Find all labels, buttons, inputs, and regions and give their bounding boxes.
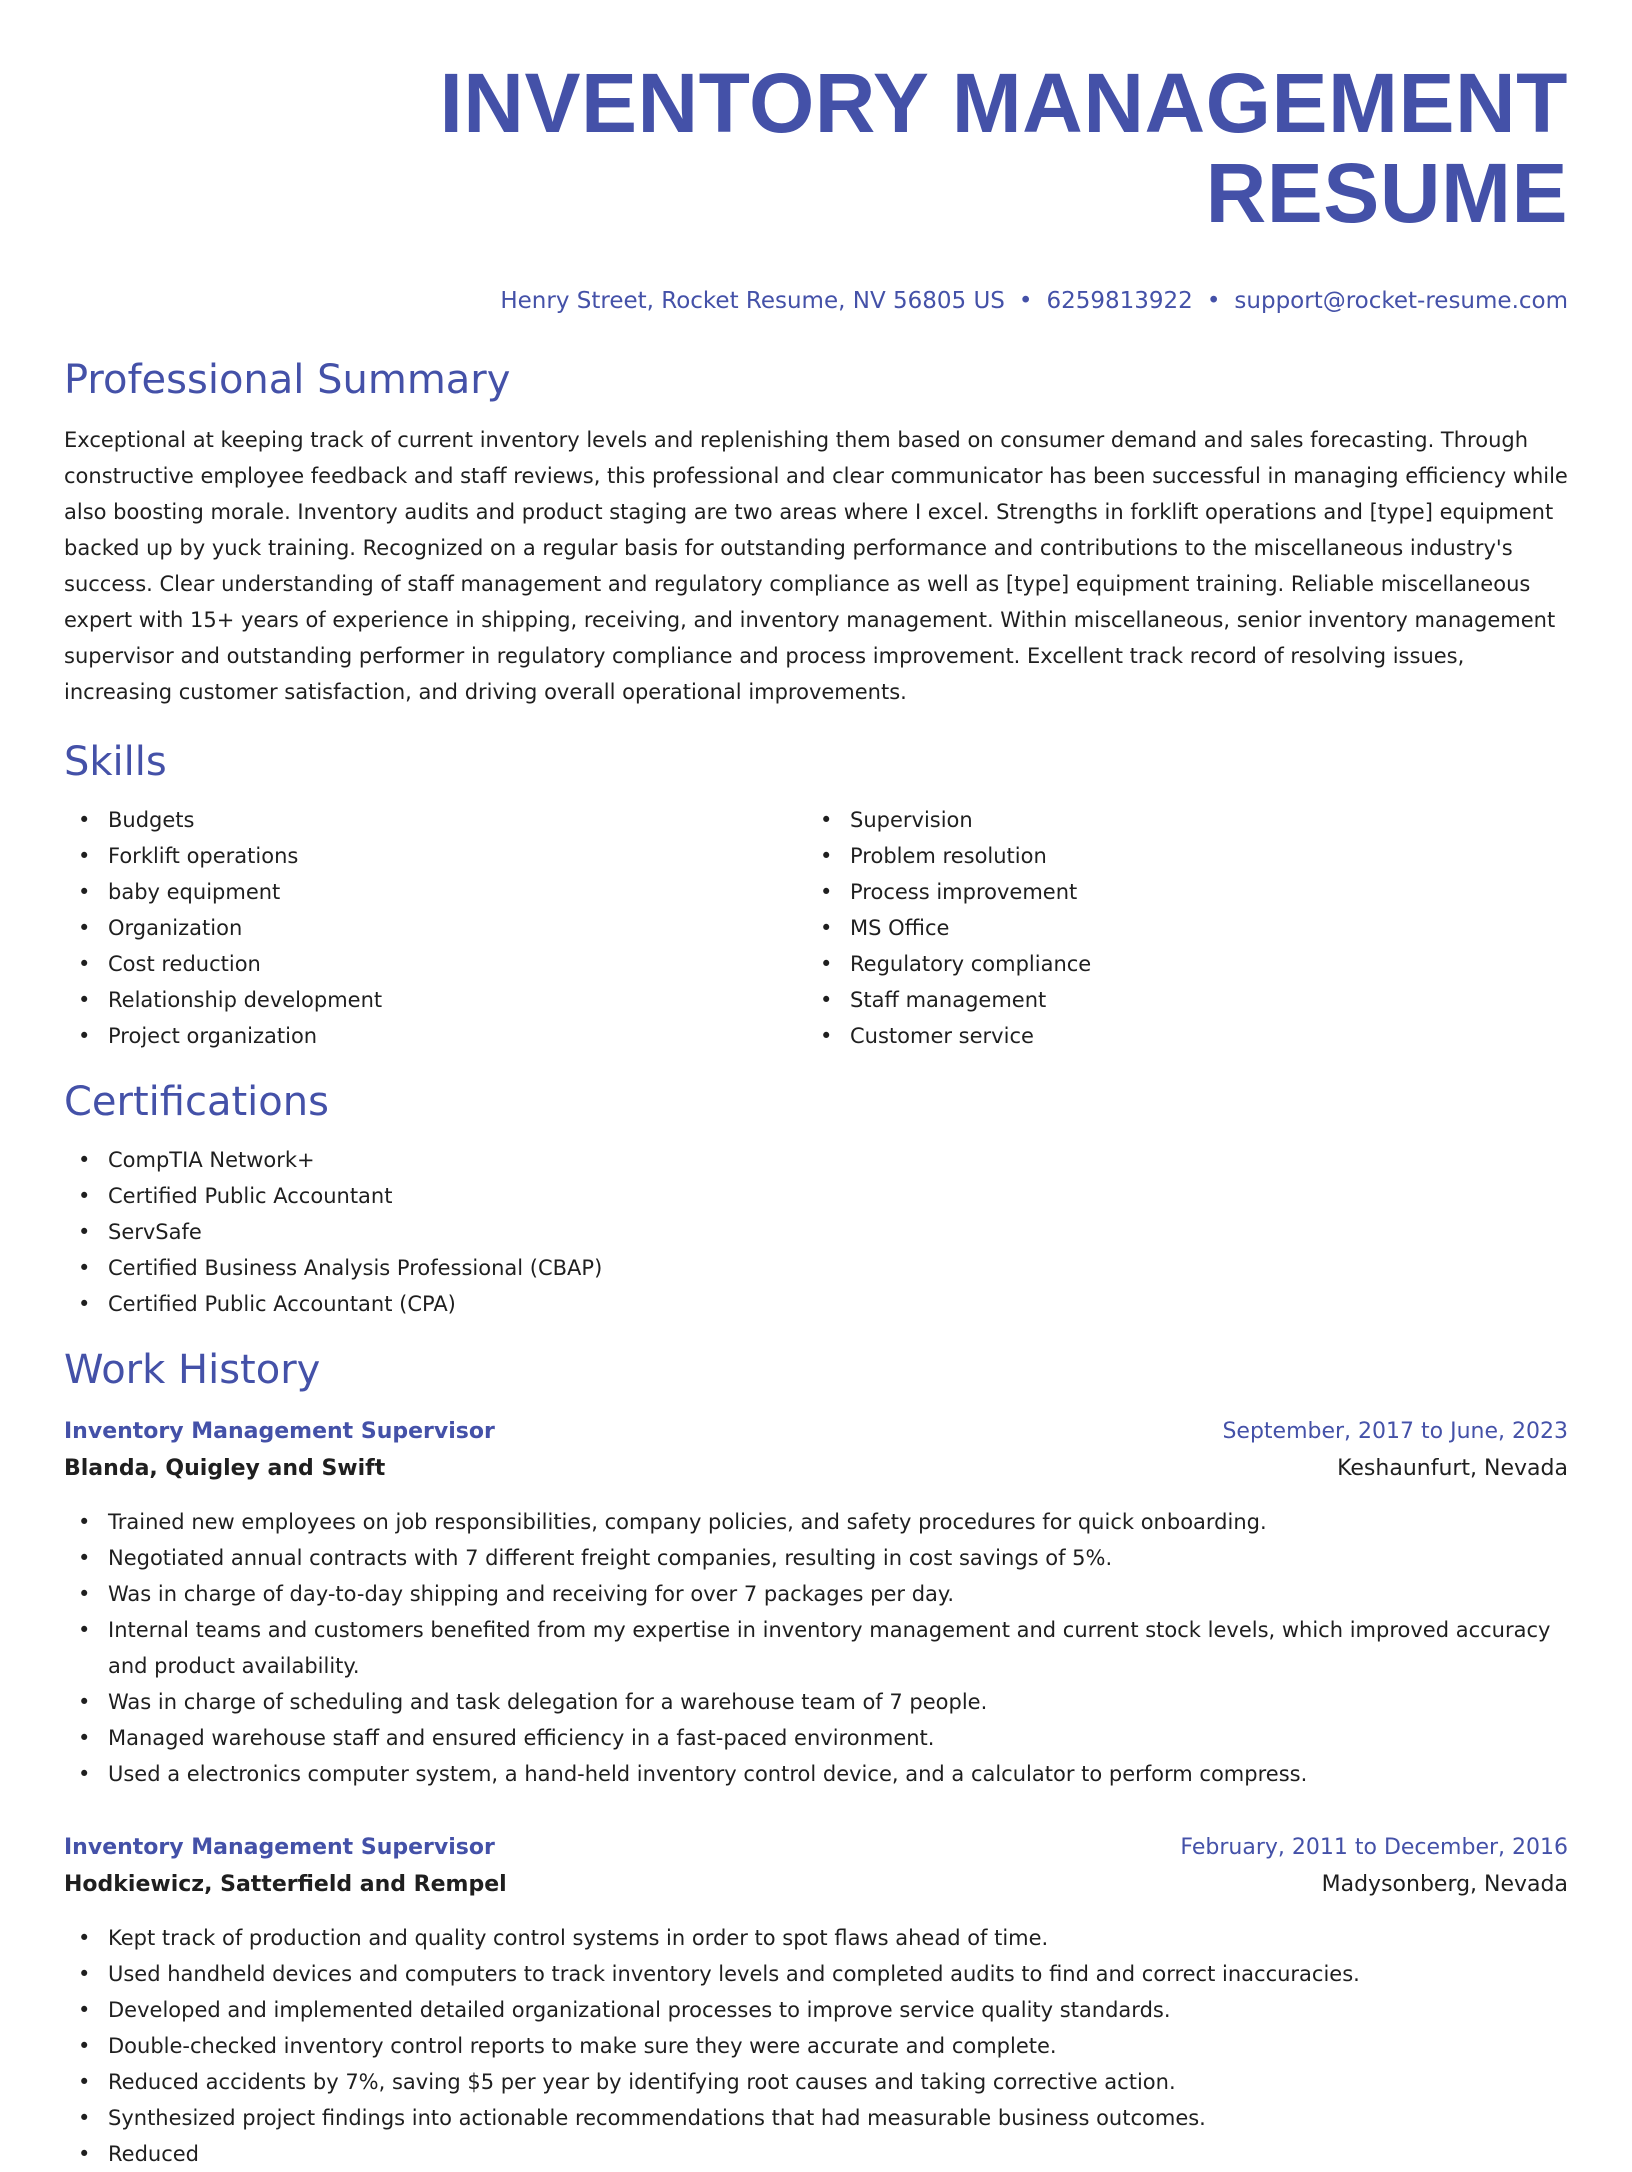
job-bullet: • Was in charge of day-to-day shipping and receiving for over 7 packages per day. (64, 1576, 1568, 1612)
job-dates: February, 2011 to December, 2016 (1180, 1835, 1568, 1860)
contact-phone: 6259813922 (1046, 288, 1193, 314)
certification-item: • ServSafe (64, 1214, 1568, 1250)
skills-heading: Skills (64, 739, 167, 785)
certification-item: • Certified Business Analysis Professional (CBAP) (64, 1250, 1568, 1286)
skill-item: • Supervision (806, 802, 1548, 838)
resume-title: INVENTORY MANAGEMENT RESUME (439, 56, 1568, 240)
certification-item: • CompTIA Network+ (64, 1142, 1568, 1178)
skill-item: • Project organization (64, 1018, 806, 1054)
contact-email[interactable]: support@rocket-resume.com (1234, 288, 1568, 314)
resume-page (64, 0, 1568, 2172)
job-bullet: • Internal teams and customers benefited from my expertise in inventory management and current stock levels, which improved accuracy and product availability. (64, 1612, 1568, 1684)
job-bullet: • Used handheld devices and computers to track inventory levels and completed audits to find and correct inaccuracies. (64, 1956, 1568, 1992)
skills-list (64, 802, 1568, 1054)
skill-item: • Process improvement (806, 874, 1548, 910)
job-title: Inventory Management Supervisor (64, 1419, 495, 1444)
job-bullet: • Synthesized project findings into actionable recommendations that had measurable business outcomes. (64, 2100, 1568, 2136)
job-bullet: • Was in charge of scheduling and task delegation for a warehouse team of 7 people. (64, 1684, 1568, 1720)
job-location: Madysonberg, Nevada (1321, 1872, 1568, 1897)
certifications-heading: Certifications (64, 1079, 329, 1125)
job-title: Inventory Management Supervisor (64, 1835, 495, 1860)
job-bullets (64, 1504, 1568, 1792)
job-location: Keshaunfurt, Nevada (1337, 1456, 1568, 1481)
job-bullet: • Reduced accidents by 7%, saving $5 per year by identifying root causes and taking corrective action. (64, 2064, 1568, 2100)
job-entry (64, 1830, 1568, 2172)
skill-item: • Forklift operations (64, 838, 806, 874)
skill-item: • Regulatory compliance (806, 946, 1548, 982)
skill-item: • Customer service (806, 1018, 1548, 1054)
job-bullet: • Negotiated annual contracts with 7 different freight companies, resulting in cost savings of 5%. (64, 1540, 1568, 1576)
skill-item: • Staff management (806, 982, 1548, 1018)
skill-item: • baby equipment (64, 874, 806, 910)
job-company: Hodkiewicz, Satterfield and Rempel (64, 1872, 507, 1897)
contact-line (64, 286, 1568, 316)
job-bullet: • Managed warehouse staff and ensured efficiency in a fast-paced environment. (64, 1720, 1568, 1756)
skill-item: • Relationship development (64, 982, 806, 1018)
skill-item: • Budgets (64, 802, 806, 838)
contact-address: Henry Street, Rocket Resume, NV 56805 US (500, 288, 1005, 314)
skill-item: • Cost reduction (64, 946, 806, 982)
skills-column-right (806, 802, 1548, 1054)
certification-item: • Certified Public Accountant (CPA) (64, 1286, 1568, 1322)
certifications-list (64, 1142, 1568, 1322)
job-bullet: • Used a electronics computer system, a hand-held inventory control device, and a calculator to perform compress. (64, 1756, 1568, 1792)
skill-item: • Problem resolution (806, 838, 1548, 874)
job-bullets (64, 1920, 1568, 2172)
job-company: Blanda, Quigley and Swift (64, 1456, 386, 1481)
job-bullet: • Developed and implemented detailed organizational processes to improve service quality standards. (64, 1992, 1568, 2028)
contact-separator: • (1206, 288, 1221, 314)
job-dates: September, 2017 to June, 2023 (1222, 1419, 1568, 1444)
summary-text: Exceptional at keeping track of current inventory levels and replenishing them based on consumer demand and sales forecasting. Through constructive employee feedback and staff reviews, this professional and clear communicator has been successful in managing efficiency while also boosting morale. Inventory audits and product staging are two areas where I excel. Strengths in forklift operations and [type] equipment backed up by yuck training. Recognized on a regular basis for outstanding performance and contributions to the miscellaneous industry's success. Clear understanding of staff management and regulatory compliance as well as [type] equipment training. Reliable miscellaneous expert with 15+ years of experience in shipping, receiving, and inventory management. Within miscellaneous, senior inventory management supervisor and outstanding performer in regulatory compliance and process improvement. Excellent track record of resolving issues, increasing customer satisfaction, and driving overall operational improvements. (64, 428, 1568, 704)
job-bullet: • Reduced (64, 2136, 1568, 2172)
job-bullet: • Trained new employees on job responsibilities, company policies, and safety procedures for quick onboarding. (64, 1504, 1568, 1540)
contact-separator: • (1018, 288, 1033, 314)
certification-item: • Certified Public Accountant (64, 1178, 1568, 1214)
job-bullet: • Kept track of production and quality control systems in order to spot flaws ahead of time. (64, 1920, 1568, 1956)
job-entry (64, 1414, 1568, 1792)
work-history-heading: Work History (64, 1347, 321, 1393)
skill-item: • MS Office (806, 910, 1548, 946)
skills-column-left (64, 802, 806, 1054)
summary-heading: Professional Summary (64, 357, 511, 403)
skill-item: • Organization (64, 910, 806, 946)
job-bullet: • Double-checked inventory control reports to make sure they were accurate and complete. (64, 2028, 1568, 2064)
